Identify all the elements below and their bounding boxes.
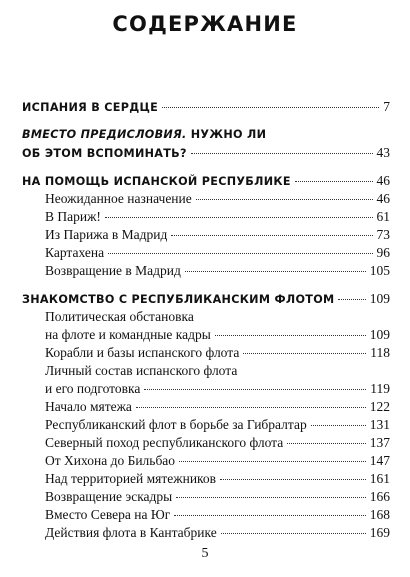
toc-section [22, 126, 390, 162]
leader-dots [105, 217, 373, 218]
toc-entry-title: Неожиданное назначение [45, 191, 192, 206]
leader-dots [196, 199, 373, 200]
leader-dots [162, 107, 379, 108]
leader-dots [215, 335, 366, 336]
leader-dots [108, 253, 372, 254]
toc-entry-title: Политическая обстановка [45, 309, 194, 324]
leader-dots [179, 461, 366, 462]
toc-entry-title: Возвращение в Мадрид [45, 263, 181, 278]
leader-dots [144, 389, 366, 390]
toc-entry-title: Республиканский флот в борьбе за Гибралтар [45, 417, 307, 432]
toc-entry-title: Личный состав испанского флота [45, 363, 238, 378]
toc-entry-title: ЗНАКОМСТВО С РЕСПУБЛИКАНСКИМ ФЛОТОМ [22, 293, 335, 306]
toc-subentry [22, 398, 390, 416]
toc-subentry [22, 244, 390, 262]
toc-entry-title: ИСПАНИЯ В СЕРДЦЕ [22, 101, 159, 114]
toc-page-number: 166 [369, 489, 390, 504]
toc-page-number: 109 [369, 327, 390, 342]
toc-subentry [22, 344, 390, 362]
leader-dots [220, 479, 366, 480]
toc-page-number: 73 [376, 227, 390, 242]
table-of-contents [22, 98, 390, 542]
toc-subentry [22, 226, 390, 244]
toc-subentry [22, 190, 390, 208]
leader-dots [176, 497, 366, 498]
toc-page-number: 61 [376, 209, 390, 224]
leader-dots [174, 515, 365, 516]
toc-entry-title: Из Парижа в Мадрид [45, 227, 168, 242]
toc-entry-title: Северный поход республиканского флота [45, 435, 284, 450]
toc-entry-title: НА ПОМОЩЬ ИСПАНСКОЙ РЕСПУБЛИКЕ [22, 175, 291, 188]
leader-dots [221, 533, 366, 534]
toc-entry-title-cont: на флоте и командные кадры [45, 327, 211, 342]
toc-entry-title: Действия флота в Кантабрике [45, 525, 217, 540]
toc-subentry [22, 416, 390, 434]
toc-section [22, 290, 390, 308]
toc-page-number: 137 [369, 435, 390, 450]
toc-page-number: 46 [376, 173, 390, 188]
toc-page-number: 122 [369, 399, 390, 414]
toc-page-number: 96 [376, 245, 390, 260]
toc-subentry [22, 524, 390, 542]
toc-subentry [22, 434, 390, 452]
toc-subentry [22, 452, 390, 470]
toc-page-number: 169 [369, 525, 390, 540]
leader-dots [191, 153, 373, 154]
leader-dots [171, 235, 372, 236]
toc-entry-title: Картахена [45, 245, 105, 260]
toc-page-number: 118 [370, 345, 390, 360]
toc-subentry [22, 262, 390, 280]
toc-entry-title: Вместо Севера на Юг [45, 507, 171, 522]
leader-dots [311, 425, 366, 426]
leader-dots [338, 299, 365, 300]
toc-page-number: 131 [369, 417, 390, 432]
toc-entry-title-italic: ВМЕСТО ПРЕДИСЛОВИЯ. [22, 128, 187, 141]
toc-subentry [22, 506, 390, 524]
toc-entry-title: Возвращение эскадры [45, 489, 173, 504]
toc-section [22, 172, 390, 190]
toc-subentry [22, 488, 390, 506]
leader-dots [295, 181, 373, 182]
toc-page-number: 46 [376, 191, 390, 206]
leader-dots [287, 443, 366, 444]
toc-page-number: 7 [383, 99, 390, 114]
toc-page-number: 105 [369, 263, 390, 278]
toc-subentry [22, 470, 390, 488]
toc-entry-title: Начало мятежа [45, 399, 132, 414]
leader-dots [185, 271, 366, 272]
toc-page-number: 168 [369, 507, 390, 522]
toc-section [22, 98, 390, 116]
leader-dots [243, 353, 366, 354]
page-title: СОДЕРЖАНИЕ [112, 12, 298, 36]
toc-page-number: 43 [376, 145, 390, 160]
toc-page-number: 161 [369, 471, 390, 486]
toc-entry-title: НУЖНО ЛИ [186, 128, 267, 141]
toc-entry-title-cont: и его подготовка [45, 381, 141, 396]
toc-page-number: 147 [369, 453, 390, 468]
toc-entry-title: От Хихона до Бильбао [45, 453, 176, 468]
leader-dots [136, 407, 366, 408]
toc-subentry [22, 362, 390, 398]
toc-page-number: 109 [369, 291, 390, 306]
toc-entry-title: В Париж! [45, 209, 101, 224]
page-number: 5 [201, 546, 209, 561]
toc-entry-title-cont: ОБ ЭТОМ ВСПОМИНАТЬ? [22, 147, 187, 160]
toc-page-number: 119 [370, 381, 390, 396]
toc-subentry [22, 308, 390, 344]
toc-entry-title: Корабли и базы испанского флота [45, 345, 240, 360]
toc-entry-title: Над территорией мятежников [45, 471, 217, 486]
toc-subentry [22, 208, 390, 226]
